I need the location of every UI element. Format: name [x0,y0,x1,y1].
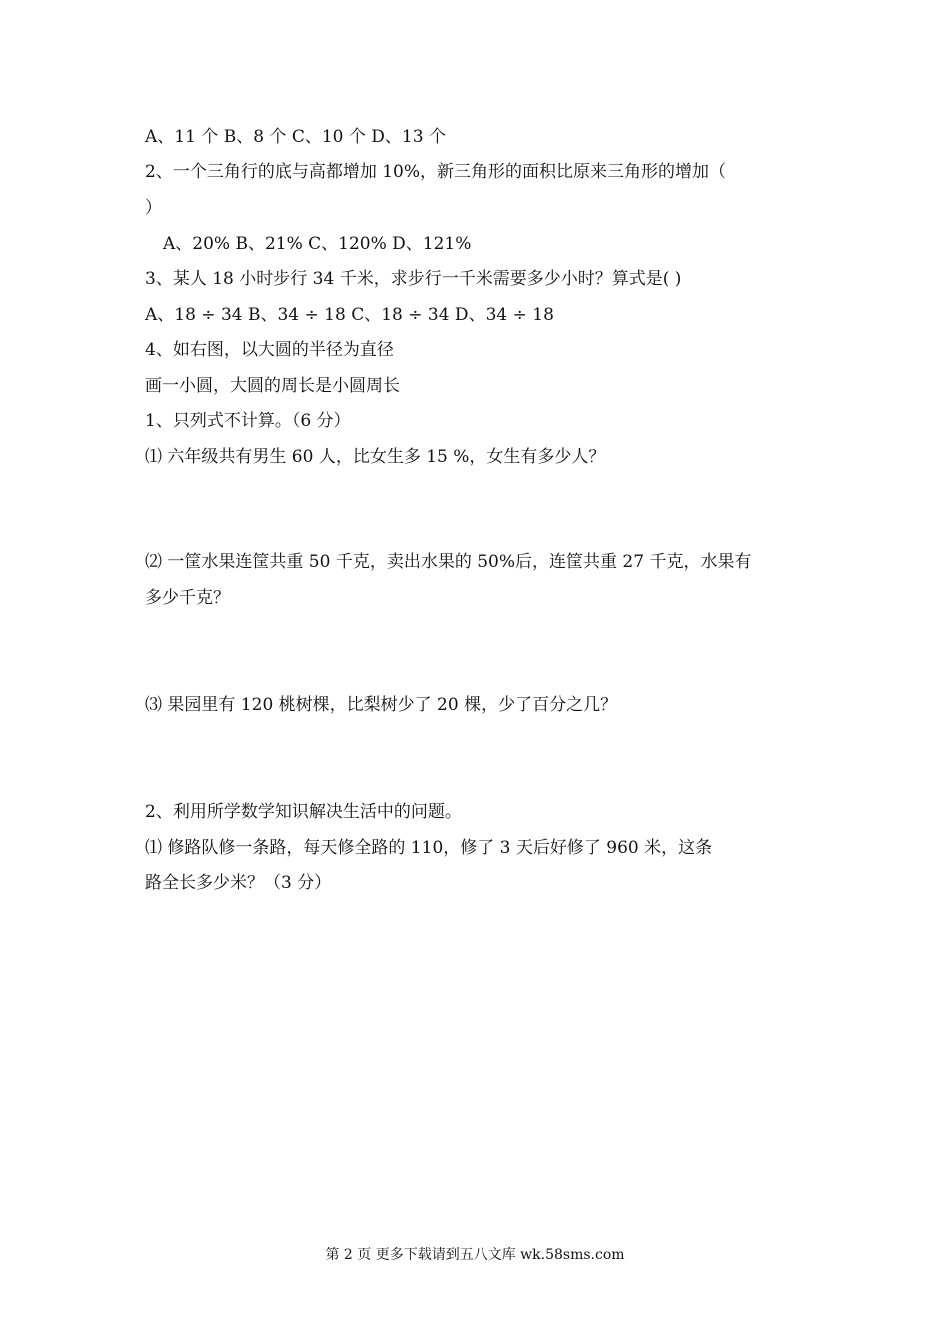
section2-problem-1: ⑴ 修路队修一条路，每天修全路的 110，修了 3 天后好修了 960 米，这条 [145,838,713,858]
section1-problem-1: ⑴ 六年级共有男生 60 人，比女生多 15 %，女生有多少人？ [145,447,606,467]
q3-options: A、18 ÷ 34 B、34 ÷ 18 C、18 ÷ 34 D、34 ÷ 18 [145,305,554,325]
section2-heading: 2、利用所学数学知识解决生活中的问题。 [145,802,462,822]
section2-problem-1-cont: 路全长多少米？（3 分） [145,873,332,893]
q4-stem-cont: 画一小圆，大圆的周长是小圆周长 [145,376,400,396]
q2-stem: 2、一个三角行的底与高都增加 10%，新三角形的面积比原来三角形的增加（ [145,162,727,182]
q4-stem: 4、如右图，以大圆的半径为直径 [145,340,394,360]
q1-options: A、11 个 B、8 个 C、10 个 D、13 个 [145,127,446,147]
section1-problem-2-cont: 多少千克？ [145,588,230,608]
q3-stem: 3、某人 18 小时步行 34 千米，求步行一千米需要多少小时？算式是( ) [145,269,682,289]
section1-problem-2: ⑵ 一筐水果连筐共重 50 千克，卖出水果的 50%后，连筐共重 27 千克，水果有 [145,552,752,572]
q2-stem-cont: ） [145,198,162,218]
page-footer: 第 2 页 更多下载请到五八文库 wk.58sms.com [325,1247,625,1263]
section1-heading: 1、只列式不计算。（6 分） [145,411,351,431]
section1-problem-3: ⑶ 果园里有 120 桃树棵，比梨树少了 20 棵，少了百分之几？ [145,695,618,715]
q2-options: A、20% B、21% C、120% D、121% [163,234,472,254]
